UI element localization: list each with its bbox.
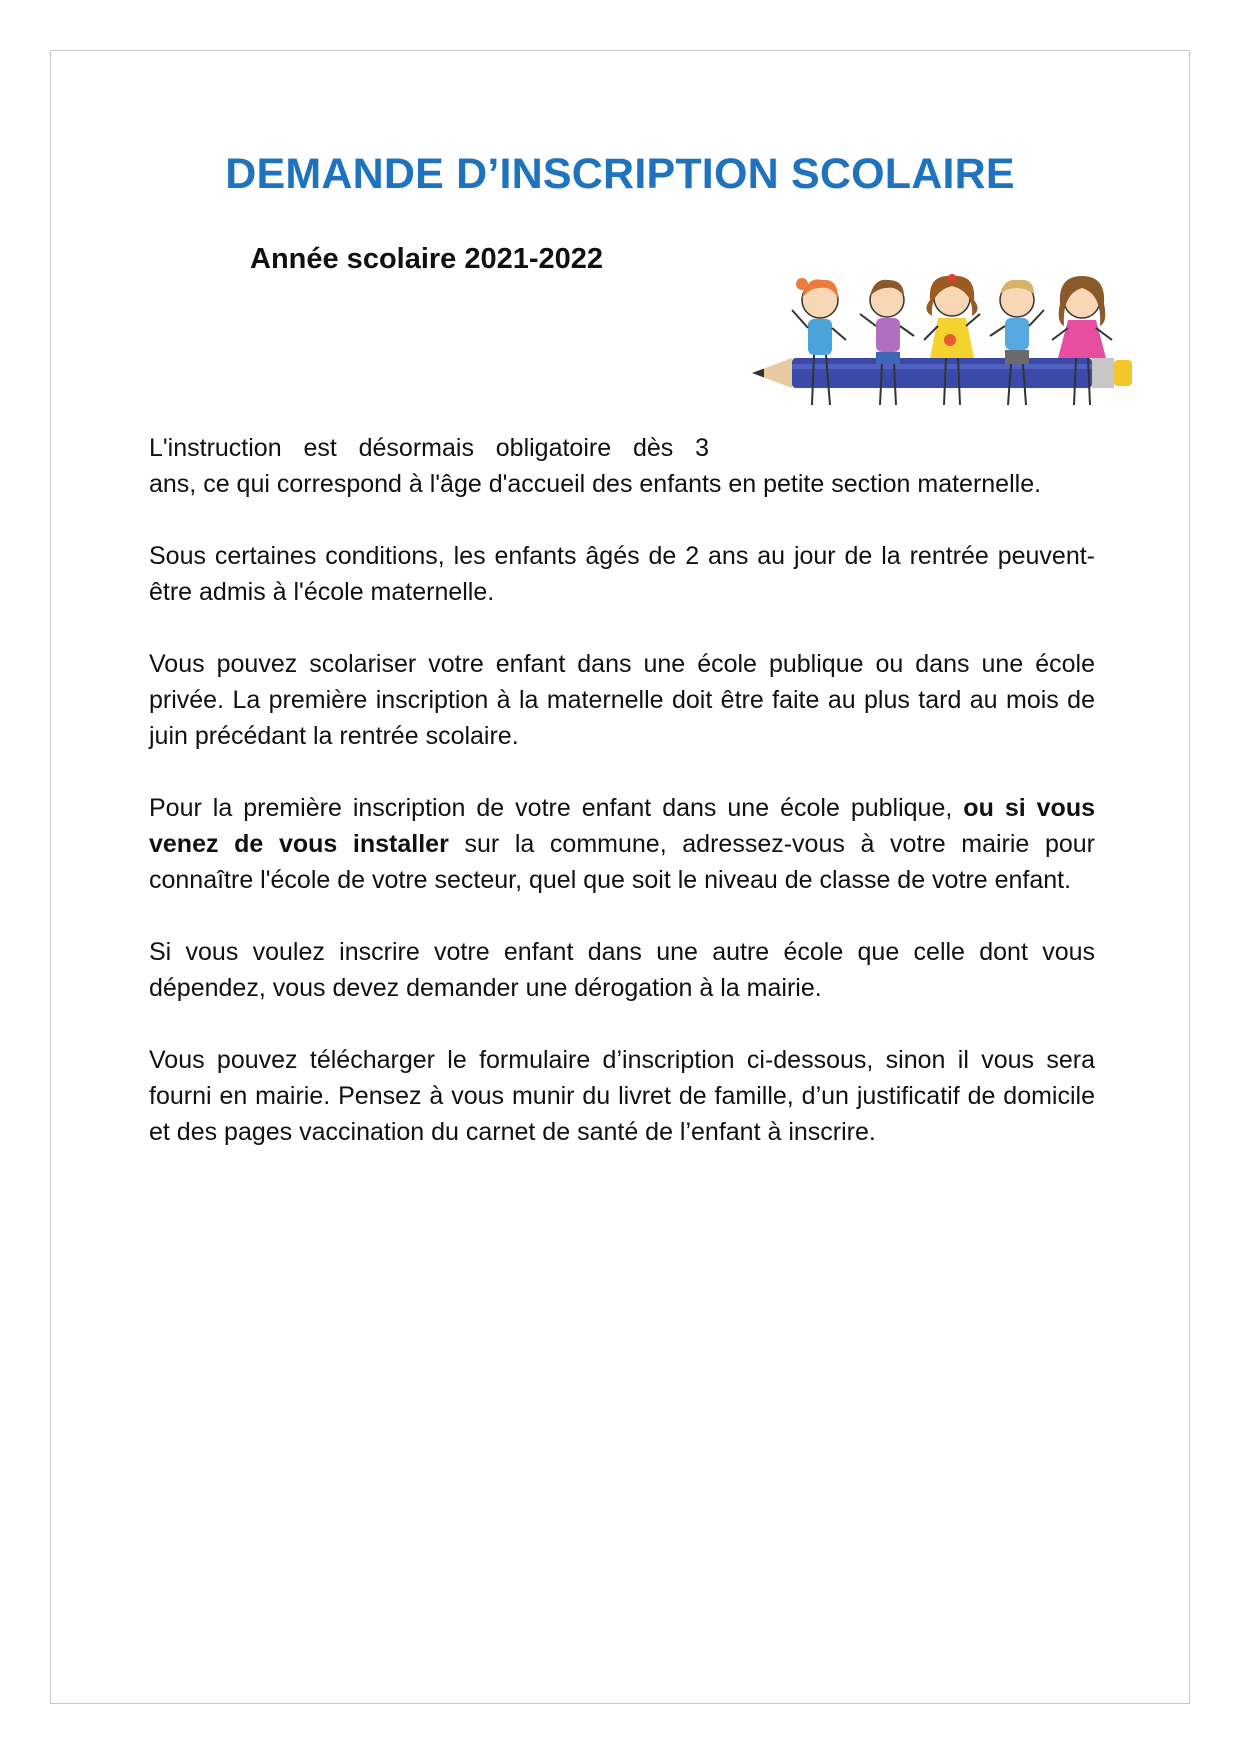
school-year-label: Année scolaire 2021-2022	[250, 243, 604, 275]
paragraph-conditions: Sous certaines conditions, les enfants âgés de 2 ans au jour de la rentrée peuvent-être admis à l'école maternelle.	[149, 542, 1095, 606]
paragraph-instruction-rest: ans, ce qui correspond à l'âge d'accueil des enfants en petite section maternelle.	[149, 470, 1042, 498]
paragraph-instruction	[149, 430, 1095, 502]
paragraph-first-inscription-bold: ou si vous venez de vous installer	[149, 794, 1095, 858]
page-title: DEMANDE D’INSCRIPTION SCOLAIRE	[225, 150, 1015, 198]
paragraph-first-inscription	[149, 790, 1095, 898]
children-on-pencil-illustration	[752, 270, 1144, 416]
body-text	[149, 430, 1095, 1186]
paragraph-download-form: Vous pouvez télécharger le formulaire d’inscription ci-dessous, sinon il vous sera fourni en mairie. Pensez à vous munir du livret de famille, d’un justificatif de domicile et des pages vaccination du carnet de santé de l’enfant à inscrire.	[149, 1046, 1095, 1146]
paragraph-public-private: Vous pouvez scolariser votre enfant dans une école publique ou dans une école privée. La première inscription à la maternelle doit être faite au plus tard au mois de juin précédant la rentrée scolaire.	[149, 650, 1095, 750]
paragraph-instruction-first-line: L'instruction est désormais obligatoire dès 3	[149, 434, 709, 462]
paragraph-first-inscription-start: Pour la première inscription de votre enfant dans une école publique,	[149, 794, 964, 822]
paragraph-derogation: Si vous voulez inscrire votre enfant dans une autre école que celle dont vous dépendez, vous devez demander une dérogation à la mairie.	[149, 938, 1095, 1002]
paragraph-first-inscription-end: sur la commune, adressez-vous à votre mairie pour connaître l'école de votre secteur, quel que soit le niveau de classe de votre enfant.	[149, 830, 1096, 894]
